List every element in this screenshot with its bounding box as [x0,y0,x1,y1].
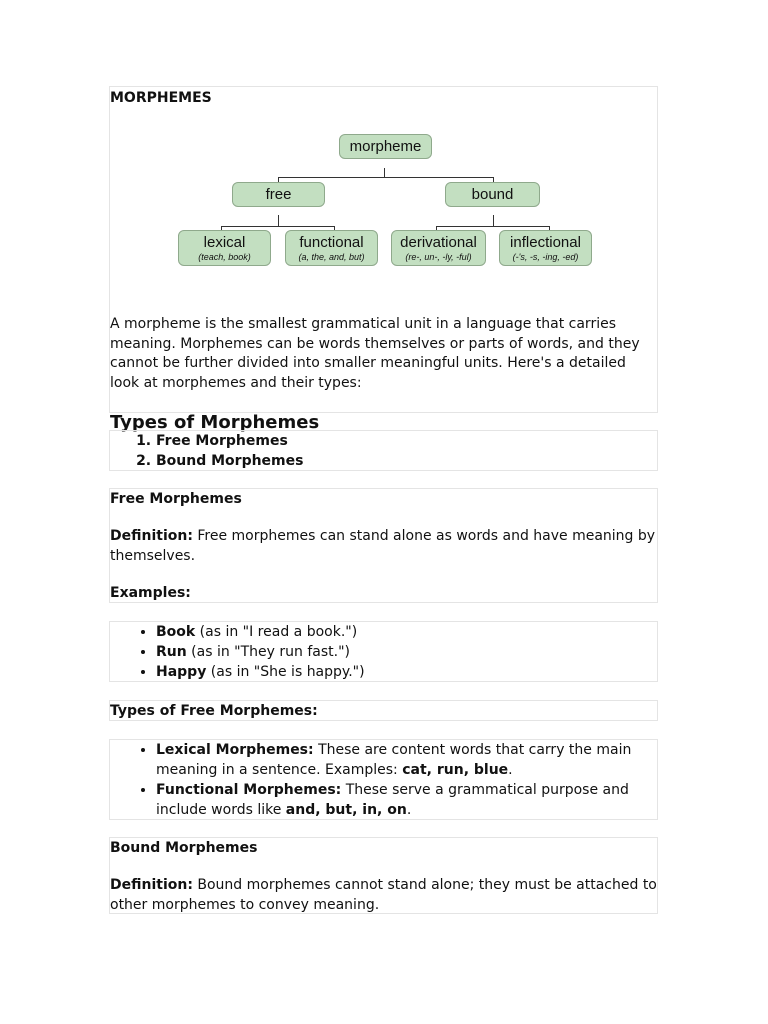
free-definition [110,527,657,566]
node-lexical-examples: (teach, book) [198,252,251,262]
node-lexical-label: lexical [203,234,246,251]
definition-label: Definition: [110,877,193,893]
types-list [110,431,657,471]
node-lexical [178,230,271,266]
item-text: These serve a grammatical purpose and include words like [156,782,629,818]
example-word: Run [156,644,187,660]
free-examples-list [110,622,657,682]
example-word: Happy [156,664,207,680]
definition-text: Free morphemes can stand alone as words and have meaning by themselves. [110,528,656,564]
types-free-block [109,739,658,820]
node-functional-examples: (a, the, and, but) [298,252,365,262]
free-examples-block [109,621,658,682]
free-morphemes-section [109,488,658,603]
definition-text: Bound morphemes cannot stand alone; they must be attached to other morphemes to convey meaning. [110,877,657,913]
types-list-block [109,430,658,471]
item-examples: cat, run, blue [402,762,509,778]
example-word: Book [156,624,196,640]
node-inflectional-label: inflectional [510,234,581,251]
node-morpheme-label: morpheme [349,138,422,155]
node-bound [445,182,540,207]
item-end: . [508,762,513,778]
types-free-heading-block [109,700,658,721]
intro-section [109,86,658,433]
node-free-label: free [265,186,292,203]
item-text: These are content words that carry the main meaning in a sentence. Examples: [156,742,632,778]
node-inflectional [499,230,592,266]
node-derivational-label: derivational [400,234,477,251]
item-end: . [406,802,412,818]
free-morphemes-title: Free Morphemes [110,491,242,507]
node-free [232,182,325,207]
intro-paragraph: A morpheme is the smallest grammatical unit in a language that carries meaning. Morphemes can be words themselves or parts of words, and they cannot be further divided into smaller meaningful units. Here's a detailed look at morphemes and their types: [110,316,640,391]
list-item [156,642,657,662]
examples-label: Examples: [110,585,191,601]
node-derivational-examples: (re-, un-, -ly, -ful) [405,252,472,262]
item-label: Functional Morphemes: [156,782,342,798]
bound-morphemes-section [109,837,658,914]
example-note: (as in "She is happy.") [206,664,365,680]
bound-definition [110,876,657,915]
definition-label: Definition: [110,528,193,544]
node-functional [285,230,378,266]
document-title: MORPHEMES [110,90,212,106]
list-item [156,780,657,820]
morpheme-tree-diagram [110,108,657,298]
types-free-heading: Types of Free Morphemes: [110,703,318,719]
node-functional-label: functional [299,234,364,251]
types-free-list [110,740,657,820]
bound-morphemes-title: Bound Morphemes [110,840,258,856]
example-note: (as in "They run fast.") [186,644,350,660]
example-note: (as in "I read a book.") [195,624,358,640]
list-item: 1. Free Morphemes [156,431,657,451]
item-label: Lexical Morphemes: [156,742,314,758]
node-morpheme [339,134,432,159]
node-derivational [391,230,486,266]
list-item: 2. Bound Morphemes [156,451,657,471]
list-item [156,662,657,682]
node-inflectional-examples: (-'s, -s, -ing, -ed) [512,252,579,262]
list-item [156,740,657,780]
item-examples: and, but, in, on [285,802,407,818]
types-heading: Types of Morphemes [110,412,320,433]
node-bound-label: bound [471,186,514,203]
list-item [156,622,657,642]
